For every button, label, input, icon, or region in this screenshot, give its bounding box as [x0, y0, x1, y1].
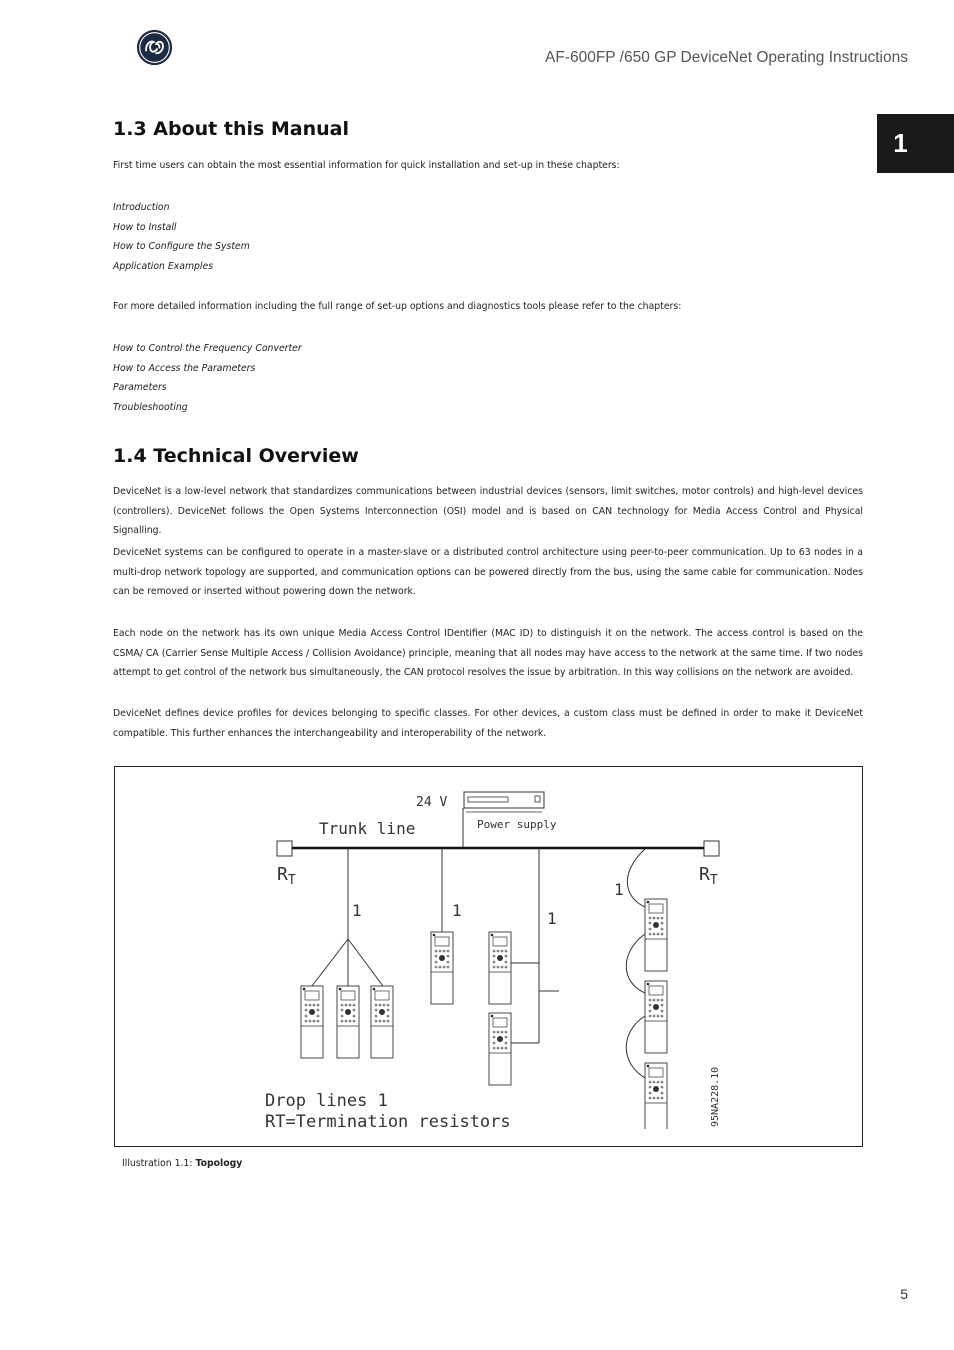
about-intro-paragraph: First time users can obtain the most essential information for quick installation and set-up in these chapters:	[113, 160, 620, 171]
daisy-chain-cable	[627, 849, 645, 907]
legend-drop-lines: Drop lines 1	[265, 1091, 388, 1111]
voltage-label: 24 V	[416, 795, 448, 810]
list-item: Parameters	[113, 382, 167, 393]
section-heading-about-manual: 1.3 About this Manual	[113, 118, 350, 140]
document-title: AF-600FP /650 GP DeviceNet Operating Instructions	[545, 49, 908, 66]
list-item: Troubleshooting	[113, 401, 188, 413]
drop-line-label: 1	[452, 901, 462, 920]
rt-right-label: $R_T$	[699, 864, 718, 888]
drive-unit	[489, 932, 511, 1004]
drive-unit	[431, 932, 453, 1004]
drive-unit	[371, 986, 393, 1058]
power-supply-box	[464, 792, 544, 808]
drive-unit	[489, 1013, 511, 1085]
figure-code: 95NA228.10	[710, 1066, 721, 1127]
drop-line-label: 1	[352, 901, 362, 920]
drive-unit	[337, 986, 359, 1058]
page-number: 5	[900, 1286, 908, 1302]
topology-figure	[114, 766, 863, 1147]
drive-unit	[645, 981, 667, 1053]
figure-caption	[122, 1158, 242, 1169]
detail-chapters-list	[113, 339, 302, 417]
ge-logo-icon	[136, 29, 173, 66]
drive-unit	[645, 899, 667, 971]
overview-paragraph: Each node on the network has its own unique Media Access Control IDentifier (MAC ID) to distinguish it on the network. The access control is based on the CSMA/ CA (Carrier Sense Multiple Access / Collision Avoidance) principle, meaning that all nodes may have access to the network at the same time. If two nodes attempt to get control of the network bus simultaneously, the CAN protocol resolves the issue by arbitration. In this way collisions on the network are avoided.	[113, 628, 863, 678]
rt-left-label: $R_T$	[277, 864, 296, 888]
topology-diagram	[115, 767, 862, 1146]
caption-title: Topology	[195, 1158, 243, 1169]
list-item: How to Access the Parameters	[113, 362, 256, 374]
power-supply-label: Power supply	[477, 818, 557, 831]
section-heading-technical-overview: 1.4 Technical Overview	[113, 445, 359, 467]
caption-prefix: Illustration 1.1:	[122, 1158, 193, 1169]
list-item: Introduction	[113, 202, 170, 213]
list-item: How to Configure the System	[113, 241, 250, 252]
quick-chapters-list	[113, 198, 250, 276]
drop-line-label: 1	[547, 909, 557, 928]
detail-intro-paragraph: For more detailed information including the full range of set-up options and diagnostics tools please refer to the chapters:	[113, 301, 682, 312]
list-item: How to Control the Frequency Converter	[113, 343, 302, 354]
termination-resistor-left	[277, 841, 292, 856]
list-item: How to Install	[113, 221, 177, 233]
termination-resistor-right	[704, 841, 719, 856]
list-item: Application Examples	[113, 260, 214, 272]
drop-line-label: 1	[614, 880, 624, 899]
chapter-tab: 1	[877, 114, 954, 173]
drive-unit	[301, 986, 323, 1058]
overview-paragraph: DeviceNet defines device profiles for devices belonging to specific classes. For other devices, a custom class must be defined in order to make it DeviceNet compatible. This further enhances the interchangeability and interoperability of the network.	[113, 708, 863, 739]
drive-unit	[645, 1063, 667, 1135]
overview-paragraph: DeviceNet is a low-level network that standardizes communications between industrial devices (sensors, limit switches, motor controls) and high-level devices (controllers). DeviceNet follows the Open Systems Interconnection (OSI) model and is based on CAN technology for Media Access Control and Physical Signalling.	[113, 486, 863, 536]
trunk-line-label: Trunk line	[319, 819, 416, 838]
overview-paragraph: DeviceNet systems can be configured to operate in a master-slave or a distributed control architecture using peer-to-peer communication. Up to 63 nodes in a multi-drop network topology are supported, and communication options can be powered directly from the bus, using the same cable for communication. Nodes can be removed or inserted without powering down the network.	[113, 547, 863, 597]
legend-termination-resistors: RT=Termination resistors	[265, 1112, 511, 1132]
